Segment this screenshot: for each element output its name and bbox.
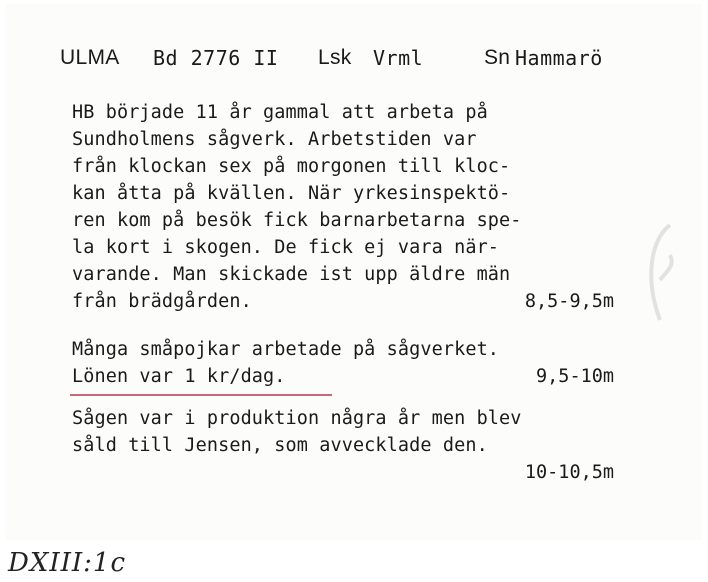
volume-number: Bd 2776 II	[153, 46, 279, 70]
socken-label: Sn	[484, 46, 511, 69]
timestamp-ref: 9,5-10m	[536, 366, 614, 387]
text-line: Många småpojkar arbetade på sågverket.	[72, 339, 500, 360]
text-line: kan åtta på kvällen. När yrkesinspektö-	[72, 183, 511, 204]
red-underline	[70, 394, 332, 396]
bleed-through-mark	[640, 220, 680, 330]
text-line: ren kom på besök fick barnarbetarna spe-	[72, 210, 522, 231]
text-line: varande. Man skickade ist upp äldre män	[72, 264, 511, 285]
text-line: Sundholmens sågverk. Arbetstiden var	[72, 129, 477, 150]
landskap-label: Lsk	[318, 46, 352, 69]
text-line: la kort i skogen. De fick ej vara när-	[72, 237, 500, 258]
timestamp-ref: 10-10,5m	[524, 462, 614, 483]
socken-value: Hammarö	[515, 46, 603, 70]
handwritten-catalogue-number: DXIII:1c	[8, 548, 127, 578]
text-line: Sågen var i produktion några år men blev	[72, 408, 522, 429]
text-line: HB började 11 år gammal att arbeta på	[72, 102, 488, 123]
text-line: såld till Jensen, som avvecklade den.	[72, 435, 488, 456]
archive-label: ULMA	[60, 46, 120, 69]
landskap-value: Vrml	[373, 46, 424, 70]
timestamp-ref: 8,5-9,5m	[524, 291, 614, 312]
text-line: från brädgården.	[72, 291, 252, 312]
text-line: från klockan sex på morgonen till kloc-	[72, 156, 511, 177]
text-line: Lönen var 1 kr/dag.	[72, 366, 286, 387]
